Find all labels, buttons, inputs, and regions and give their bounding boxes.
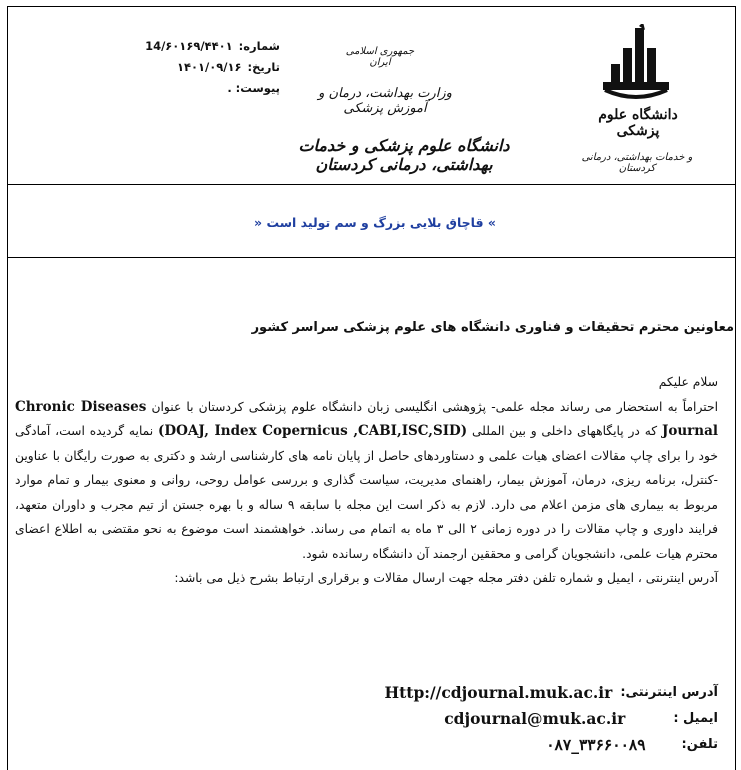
contact-block xyxy=(300,680,718,758)
number-label: شماره: xyxy=(238,39,280,53)
date-label: تاریخ: xyxy=(247,60,280,74)
meta-attachment-row xyxy=(128,78,280,99)
number-value: 14/۶۰۱۶۹/۴۴۰۱ xyxy=(145,39,233,53)
university-logo-icon xyxy=(595,24,677,104)
para-part2: که در پایگاههای داخلی و بین المللی xyxy=(471,424,658,438)
website-label: آدرس اینترنتی: xyxy=(620,685,718,700)
republic-title: جمهوری اسلامی ایران xyxy=(345,46,415,68)
website-link[interactable]: Http://cdjournal.muk.ac.ir xyxy=(384,683,613,702)
header-divider xyxy=(8,184,735,185)
para-part1: احتراماً به استحضار می رساند مجله علمی- پژوهشی انگلیسی زبان دانشگاه علوم پزشکی کردستان با عنوان xyxy=(151,399,718,414)
email-row xyxy=(300,706,718,732)
addressee: معاونین محترم تحقیقات و فناوری دانشگاه های علوم پزشکی سراسر کشور xyxy=(251,320,734,335)
ministry-title: وزارت بهداشت، درمان و آموزش پزشکی xyxy=(318,86,452,116)
letter-body xyxy=(15,370,718,591)
date-value: ۱۴۰۱/۰۹/۱۶ xyxy=(176,60,242,74)
index-list: (DOAJ, Index Copernicus ,CABI,ISC,SID) xyxy=(158,423,468,439)
meta-date-row xyxy=(128,57,280,78)
attachment-label: پیوست: . xyxy=(227,81,280,95)
journal-name: Chronic Diseases Journal xyxy=(15,398,718,439)
greeting: سلام علیکم xyxy=(658,375,718,389)
website-row xyxy=(300,680,718,706)
logo-caption-main: دانشگاه علوم پزشکی xyxy=(598,107,678,139)
slogan: » قاچاق بلایی بزرگ و سم تولید است « xyxy=(254,215,496,230)
letter-meta xyxy=(128,36,280,99)
phone-label: تلفن: xyxy=(681,737,718,752)
email-label: ایمیل : xyxy=(673,711,718,726)
meta-number-row xyxy=(128,36,280,57)
slogan-divider xyxy=(8,257,735,258)
phone-row xyxy=(300,732,718,758)
phone-value: ۰۸۷_۳۳۶۶۰۰۸۹ xyxy=(546,735,646,754)
para-part3: نمایه گردیده است، آمادگی خود را برای چاپ مقالات اعضای هیات علمی و دستاوردهای حاصل از پایان نامه های کارشناسی ارشد و دکتری به صورت رایگان با عناوین -کنترل، برنامه ریزی، درمان، آموزش بیمار، راهنمای مدیریت، سیاست گذاری و بررسی عوامل روحی، روانی و معنوی بیمار و تمام موارد مربوط به بیماری های مزمن اعلام می دارد. لازم به ذکر است این مجله با سابقه ۹ ساله و با بهره جستن از تیم مجرب و داوران متعهد، فرایند داوری و چاپ مقالات را در دوره زمانی ۲ الی ۳ ماه به اتمام می رساند. خواهشمند است موضوع به نحو مقتضی به اطلاع اعضای محترم هیات علمی، دانشجویان گرامی و محققین ارجمند آن دانشگاه رسانده شود. xyxy=(15,424,718,561)
main-paragraph xyxy=(15,395,718,567)
logo-caption-sub: و خدمات بهداشتی، درمانی کردستان xyxy=(581,152,693,174)
email-link[interactable]: cdjournal@muk.ac.ir xyxy=(444,709,626,728)
university-title: دانشگاه علوم پزشکی و خدمات بهداشتی، درمانی کردستان xyxy=(298,136,510,174)
contact-intro: آدرس اینترنتی ، ایمیل و شماره تلفن دفتر مجله جهت ارسال مقالات و برقراری ارتباط بشرح ذیل می باشد: xyxy=(174,571,718,585)
